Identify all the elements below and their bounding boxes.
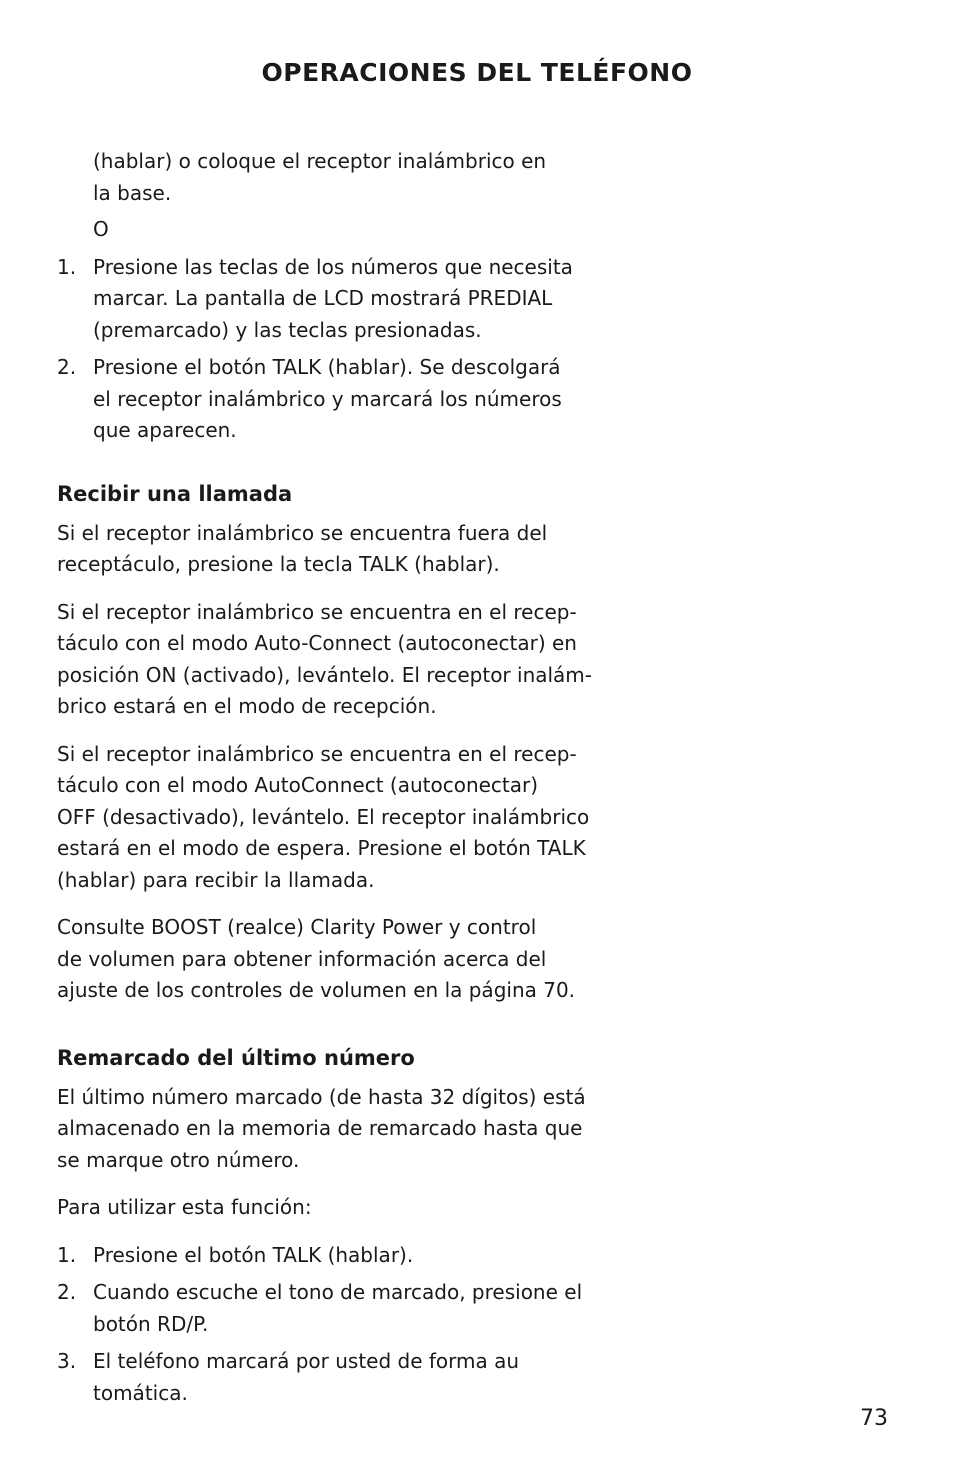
list-number: 2.	[57, 1280, 77, 1304]
paragraph	[57, 912, 597, 1007]
list-item	[57, 1277, 597, 1340]
text-line: que aparecen.	[93, 418, 237, 442]
section-heading-remarcado: Remarcado del último número	[57, 1045, 415, 1070]
continued-text	[93, 146, 597, 209]
text-line: brico estará en el modo de recepción.	[57, 694, 437, 718]
text-line: ajuste de los controles de volumen en la página 70.	[57, 978, 576, 1002]
text-line: tomática.	[93, 1380, 188, 1405]
paragraph	[57, 1082, 597, 1177]
text-line: la base.	[93, 180, 172, 205]
text-line: receptáculo, presione la tecla TALK (hablar).	[57, 552, 500, 576]
text-line: OFF (desactivado), levántelo. El receptor inalámbrico	[57, 804, 590, 829]
paragraph	[57, 597, 597, 723]
page-number: 73	[860, 1406, 888, 1431]
text-line: Presione las teclas de los números que necesita	[93, 254, 573, 279]
list-item	[57, 1346, 597, 1409]
text-line: de volumen para obtener información acerca del	[57, 946, 547, 971]
text-line: el receptor inalámbrico y marcará los números	[93, 386, 562, 411]
text-line: (hablar) o coloque el receptor inalámbrico en	[93, 149, 547, 173]
text-line: Presione el botón TALK (hablar).	[93, 1242, 414, 1267]
text-line: Consulte BOOST (realce) Clarity Power y control	[57, 915, 537, 939]
list-item	[57, 352, 597, 447]
redial-steps-list	[57, 1240, 597, 1410]
text-line: Para utilizar esta función:	[57, 1195, 312, 1219]
text-line: se marque otro número.	[57, 1147, 300, 1172]
text-line: botón RD/P.	[93, 1311, 209, 1336]
list-item	[57, 252, 597, 347]
paragraph	[57, 1192, 597, 1224]
text-line: (premarcado) y las teclas presionadas.	[93, 317, 482, 342]
dialing-steps-list	[57, 252, 597, 447]
text-line: El teléfono marcará por usted de forma au	[93, 1349, 520, 1373]
list-number: 2.	[57, 355, 77, 379]
text-line: Cuando escuche el tono de marcado, presione el	[93, 1280, 583, 1304]
page-title: OPERACIONES DEL TELÉFONO	[261, 58, 693, 87]
text-line: Si el receptor inalámbrico se encuentra fuera del	[57, 520, 548, 545]
or-separator: O	[93, 217, 109, 241]
text-line: marcar. La pantalla de LCD mostrará PREDIAL	[93, 286, 553, 310]
text-line: táculo con el modo AutoConnect (autoconectar)	[57, 773, 539, 797]
text-line: estará en el modo de espera. Presione el botón TALK	[57, 836, 586, 860]
text-line: posición ON (activado), levántelo. El receptor inalám-	[57, 662, 593, 687]
section-heading-recibir: Recibir una llamada	[57, 481, 293, 506]
paragraph	[57, 739, 597, 897]
paragraph	[57, 518, 597, 581]
list-number: 1.	[57, 1242, 77, 1267]
text-line: El último número marcado (de hasta 32 dígitos) está	[57, 1084, 586, 1109]
list-number: 1.	[57, 254, 77, 279]
text-line: (hablar) para recibir la llamada.	[57, 867, 375, 892]
list-item	[57, 1240, 597, 1272]
text-line: Presione el botón TALK (hablar). Se descolgará	[93, 355, 561, 379]
page-content	[57, 146, 597, 1415]
text-line: táculo con el modo Auto-Connect (autoconectar) en	[57, 631, 577, 655]
text-line: almacenado en la memoria de remarcado hasta que	[57, 1116, 583, 1140]
text-line: Si el receptor inalámbrico se encuentra en el recep-	[57, 599, 577, 624]
text-line: Si el receptor inalámbrico se encuentra en el recep-	[57, 741, 577, 766]
list-number: 3.	[57, 1349, 77, 1373]
